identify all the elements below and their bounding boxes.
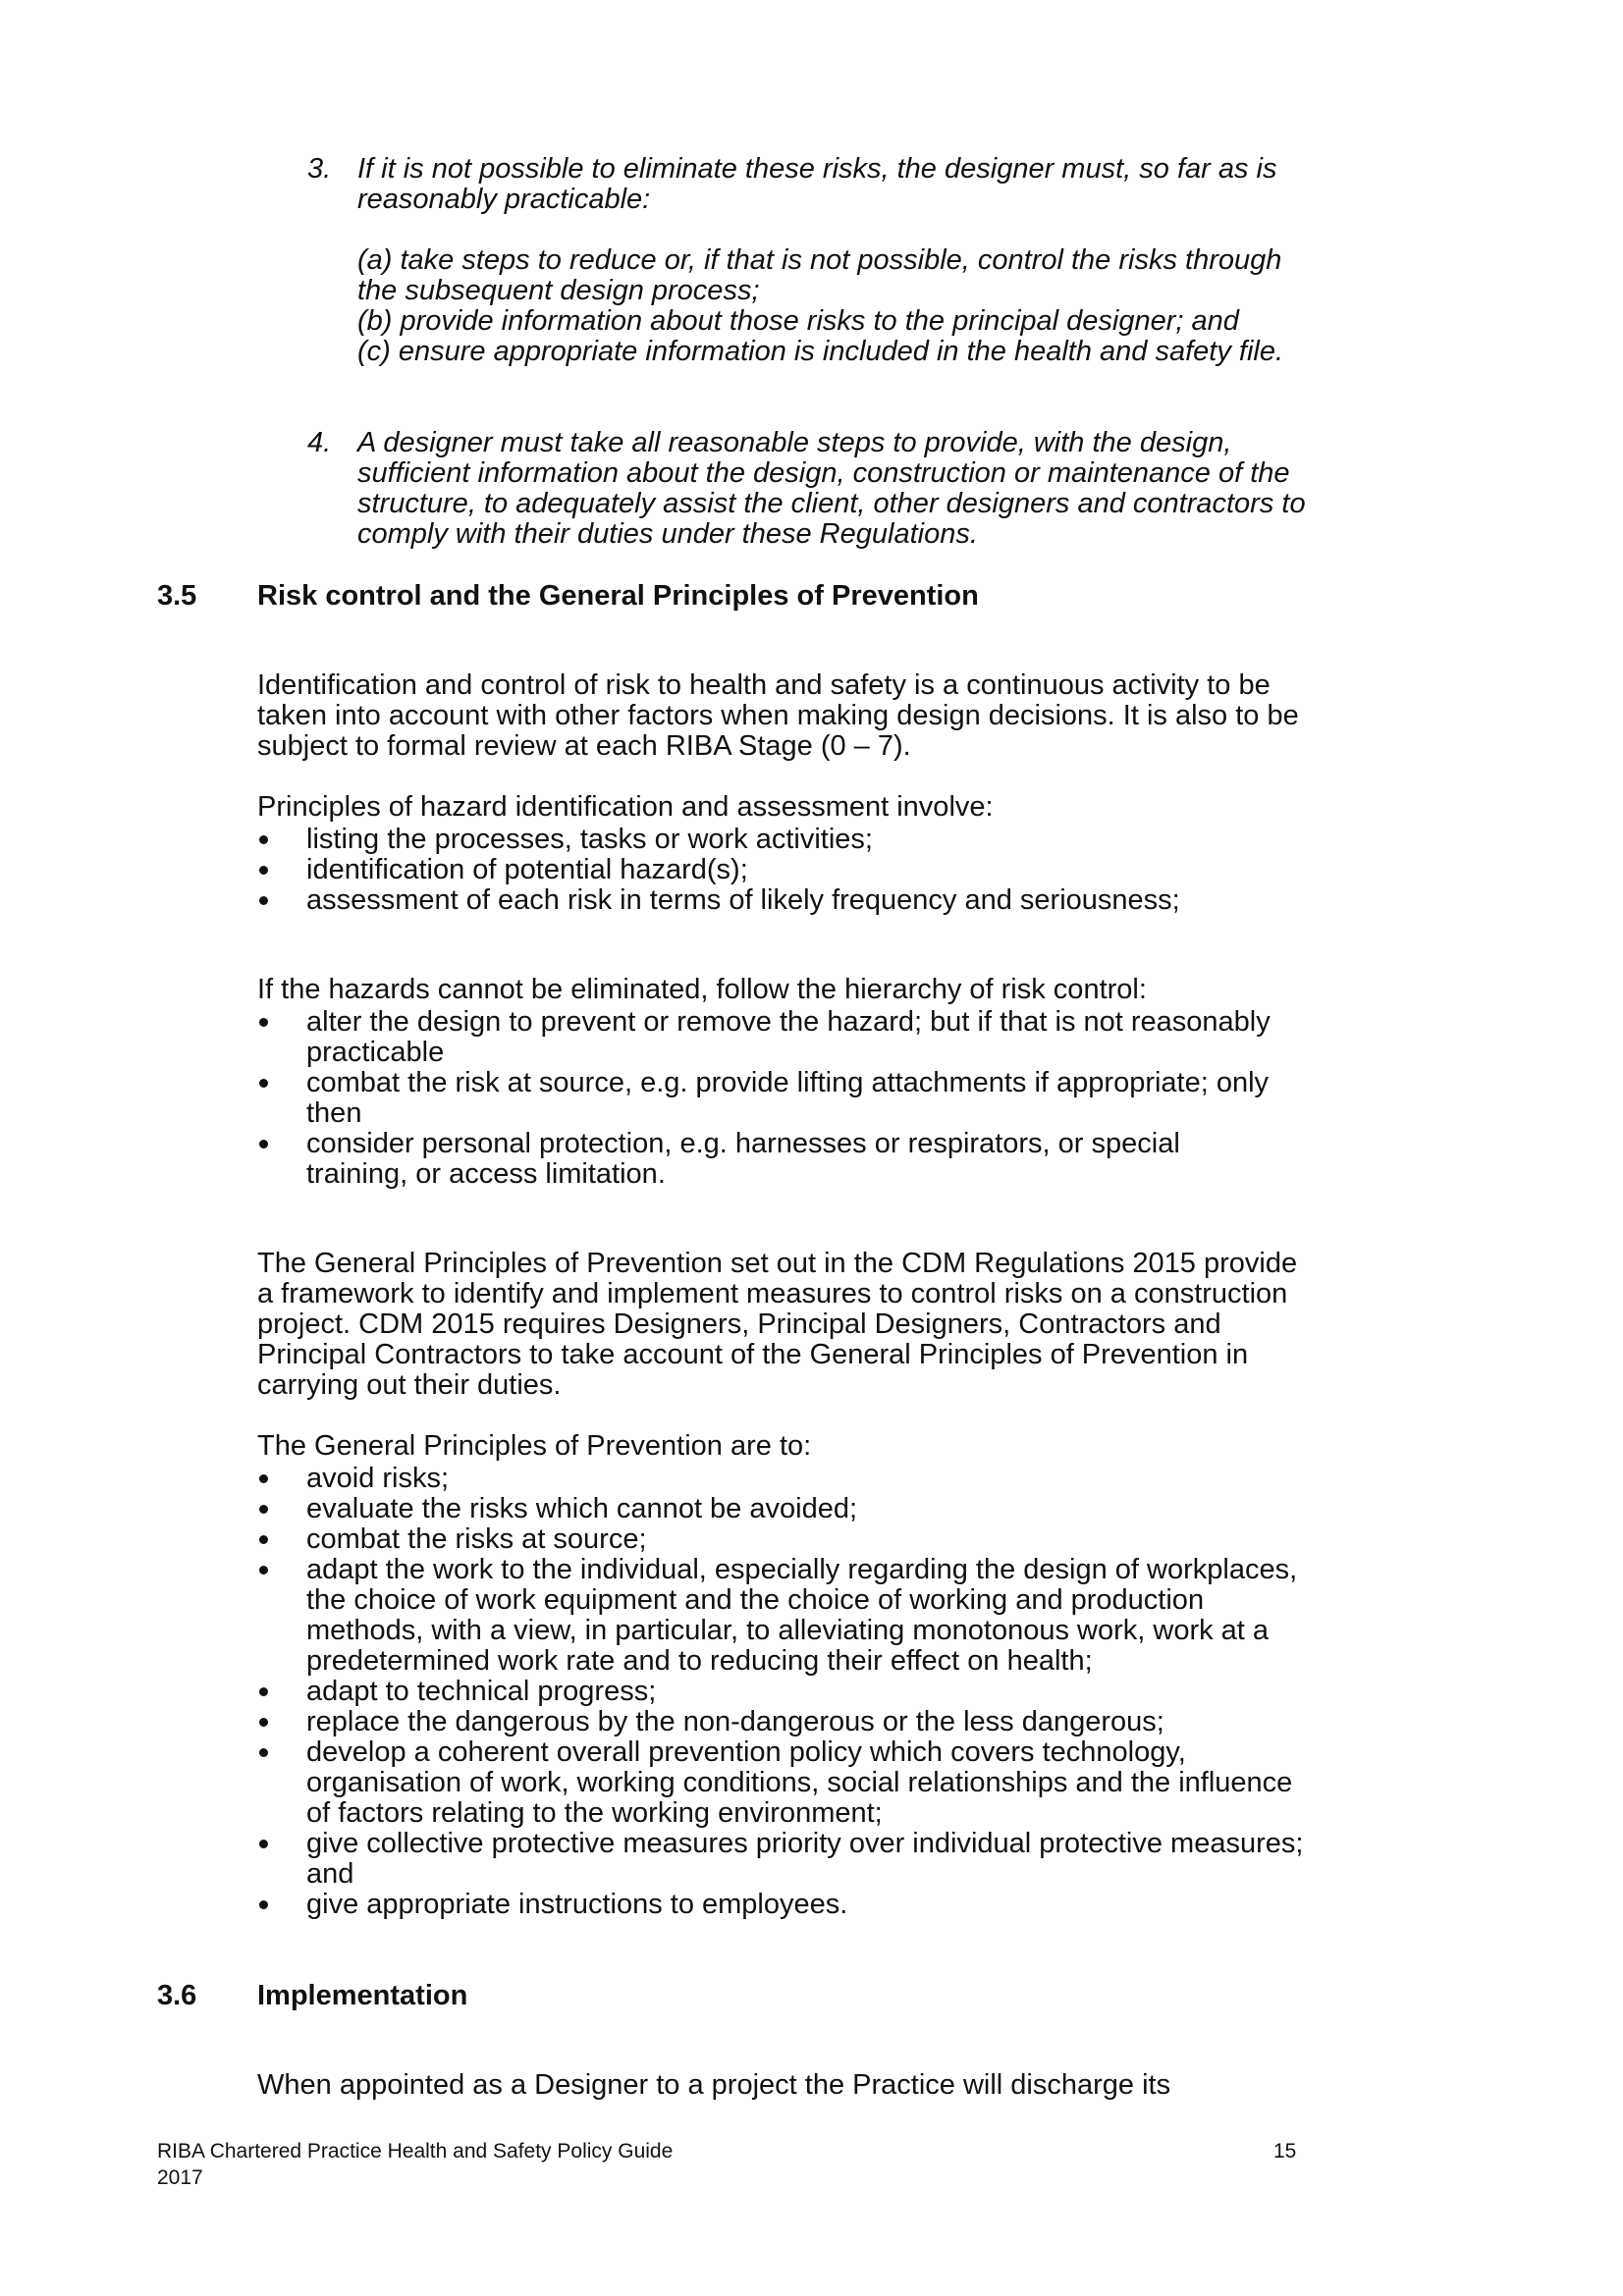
bullet-icon <box>259 896 268 905</box>
list-item: listing the processes, tasks or work activities; <box>257 825 1318 855</box>
bullet-icon <box>259 866 268 875</box>
section-number: 3.6 <box>157 1980 197 2011</box>
bullet-icon <box>259 1505 268 1514</box>
bullet-icon <box>259 1079 268 1088</box>
bullet-icon <box>259 1900 268 1909</box>
gpp-lead: The General Principles of Prevention are to: <box>257 1430 812 1462</box>
list-item: consider personal protection, e.g. harnesses or respirators, or special training, or access limitation. <box>257 1129 1278 1190</box>
bullet-icon <box>259 1840 268 1848</box>
list-item: identification of potential hazard(s); <box>257 855 1318 885</box>
list-item: evaluate the risks which cannot be avoided; <box>257 1494 1318 1524</box>
hierarchy-lead: If the hazards cannot be eliminated, follow the hierarchy of risk control: <box>257 974 1147 1005</box>
item-3-lead: If it is not possible to eliminate these risks, the designer must, so far as is reasonably practicable: <box>357 153 1277 215</box>
item-number: 4. <box>307 427 332 458</box>
section-intro: Identification and control of risk to health and safety is a continuous activity to be taken into account with other factors when making design decisions. It is also to be subject to formal review at each RIBA Stage (0 – 7). <box>257 669 1299 762</box>
list-item: develop a coherent overall prevention policy which covers technology, organisation of work, working conditions, social relationships and the influence of factors relating to the working environment; <box>257 1737 1318 1829</box>
bullet-icon <box>259 1018 268 1027</box>
list-item: combat the risks at source; <box>257 1524 1318 1555</box>
bullet-icon <box>259 1718 268 1727</box>
gpp-paragraph: The General Principles of Prevention set out in the CDM Regulations 2015 provide a framework to identify and implement measures to control risks on a construction project. CDM 2015 requires Designers, Principal Designers, Contractors and Principal Contractors to take account of the General Principles of Prevention in carrying out their duties. <box>257 1248 1298 1401</box>
bullet-icon <box>259 1748 268 1757</box>
bullet-icon <box>259 1474 268 1483</box>
footer-year: 2017 <box>157 2166 203 2189</box>
principles-lead: Principles of hazard identification and assessment involve: <box>257 791 994 823</box>
implementation-intro: When appointed as a Designer to a project the Practice will discharge its <box>257 2069 1171 2101</box>
bullet-icon <box>259 1140 268 1148</box>
list-item: assessment of each risk in terms of likely frequency and seriousness; <box>257 885 1318 916</box>
footer-title: RIBA Chartered Practice Health and Safety Policy Guide <box>157 2140 674 2163</box>
item-3-sub-a: (a) take steps to reduce or, if that is not possible, control the risks through the subsequent design process; <box>357 244 1282 306</box>
hierarchy-list <box>257 1007 1278 1190</box>
list-item: replace the dangerous by the non-dangerous or the less dangerous; <box>257 1707 1318 1737</box>
section-title: Risk control and the General Principles of Prevention <box>257 580 979 612</box>
list-item: alter the design to prevent or remove the hazard; but if that is not reasonably practicable <box>257 1007 1278 1068</box>
list-item: combat the risk at source, e.g. provide lifting attachments if appropriate; only then <box>257 1068 1278 1129</box>
section-title: Implementation <box>257 1980 468 2011</box>
gpp-list <box>257 1464 1318 1920</box>
list-item: adapt the work to the individual, especially regarding the design of workplaces, the choice of work equipment and the choice of working and production methods, with a view, in particular, to alleviating monotonous work, work at a predetermined work rate and to reducing their effect on health; <box>257 1555 1318 1677</box>
item-number: 3. <box>307 153 332 185</box>
bullet-icon <box>259 1535 268 1544</box>
bullet-icon <box>259 835 268 844</box>
list-item: avoid risks; <box>257 1464 1318 1494</box>
list-item: give collective protective measures priority over individual protective measures; and <box>257 1829 1318 1890</box>
bullet-icon <box>259 1687 268 1696</box>
list-item: give appropriate instructions to employees. <box>257 1890 1318 1920</box>
item-3-sub-c: (c) ensure appropriate information is included in the health and safety file. <box>357 336 1284 367</box>
bullet-icon <box>259 1566 268 1575</box>
principles-list <box>257 825 1318 916</box>
list-item: adapt to technical progress; <box>257 1677 1318 1707</box>
section-number: 3.5 <box>157 580 197 612</box>
page-number: 15 <box>1273 2140 1297 2163</box>
item-3-sub-b: (b) provide information about those risks to the principal designer; and <box>357 305 1239 337</box>
item-4-text: A designer must take all reasonable steps to provide, with the design, sufficient information about the design, construction or maintenance of the structure, to adequately assist the client, other designers and contractors to comply with their duties under these Regulations. <box>357 427 1306 550</box>
